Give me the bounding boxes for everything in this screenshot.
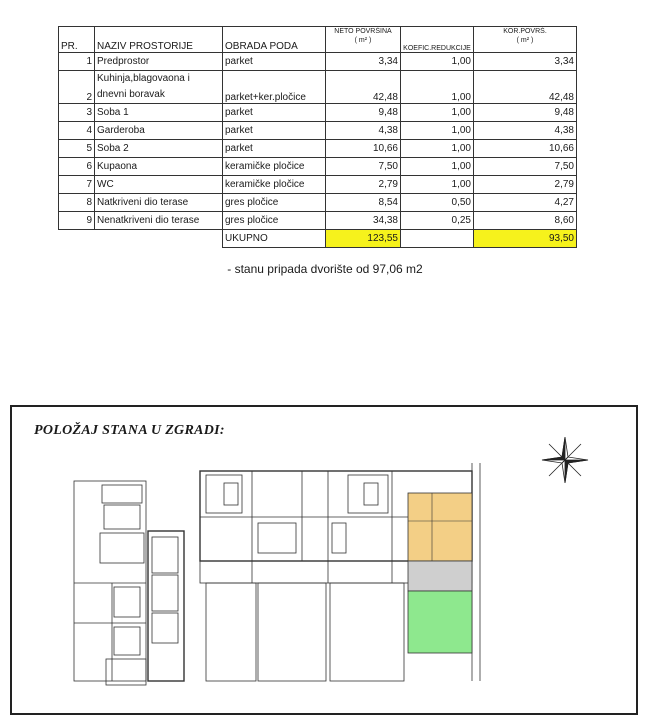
row-number: 2 [59,71,95,104]
room-name: Nenatkriveni dio terase [95,212,223,230]
header-floor-finish: OBRADA PODA [223,27,326,53]
reduction-coefficient: 0,50 [401,194,474,212]
header-coefficient: KOEFIC.REDUKCIJE [401,27,474,53]
corrected-area: 4,27 [474,194,577,212]
total-net-area: 123,55 [326,230,401,248]
floor-finish: parket+ker.pločice [223,71,326,104]
floor-finish: gres pločice [223,212,326,230]
total-corrected-area: 93,50 [474,230,577,248]
corrected-area: 9,48 [474,104,577,122]
header-corrected-area-line1: KOR.POVRŠ. [503,28,547,35]
table-row [59,140,577,158]
apartment-highlight [408,493,472,561]
yard-note: - stanu pripada dvorište od 97,06 m2 [227,262,423,276]
terrace-highlight [408,561,472,591]
total-label: UKUPNO [223,230,326,248]
net-area: 10,66 [326,140,401,158]
room-name: WC [95,176,223,194]
corrected-area: 4,38 [474,122,577,140]
table-row [59,104,577,122]
corrected-area: 7,50 [474,158,577,176]
header-corrected-area-line2: ( m² ) [516,37,534,44]
floor-finish: keramičke pločice [223,158,326,176]
corrected-area: 2,79 [474,176,577,194]
table-row [59,194,577,212]
table-total-row [59,230,577,248]
table-row [59,176,577,194]
row-number: 6 [59,158,95,176]
plan-title: POLOŽAJ STANA U ZGRADI: [34,423,225,438]
room-name: Natkriveni dio terase [95,194,223,212]
row-number: 4 [59,122,95,140]
floor-finish: parket [223,122,326,140]
reduction-coefficient: 1,00 [401,104,474,122]
reduction-coefficient: 1,00 [401,71,474,104]
net-area: 9,48 [326,104,401,122]
floor-finish: parket [223,53,326,71]
row-number: 3 [59,104,95,122]
corrected-area: 8,60 [474,212,577,230]
table-row [59,122,577,140]
room-name: Soba 1 [95,104,223,122]
floor-finish: parket [223,140,326,158]
room-name: Soba 2 [95,140,223,158]
table-header-row [59,27,577,53]
reduction-coefficient: 1,00 [401,140,474,158]
net-area: 7,50 [326,158,401,176]
reduction-coefficient: 1,00 [401,53,474,71]
corrected-area: 3,34 [474,53,577,71]
left-wing-outline [74,481,146,681]
net-area: 3,34 [326,53,401,71]
net-area: 42,48 [326,71,401,104]
table-row [59,71,577,104]
table-row [59,212,577,230]
compass-rose-icon [540,435,590,485]
header-net-area-line2: ( m² ) [354,37,372,44]
floor-finish: gres pločice [223,194,326,212]
header-corrected-area [474,27,577,53]
room-name: Garderoba [95,122,223,140]
header-pr: PR. [59,27,95,53]
reduction-coefficient: 1,00 [401,176,474,194]
room-name: Predprostor [95,53,223,71]
floor-finish: keramičke pločice [223,176,326,194]
room-area-table [58,26,577,248]
reduction-coefficient: 1,00 [401,158,474,176]
row-number: 9 [59,212,95,230]
yard-highlight [408,591,472,653]
row-number: 5 [59,140,95,158]
corrected-area: 42,48 [474,71,577,104]
reduction-coefficient: 0,25 [401,212,474,230]
row-number: 8 [59,194,95,212]
header-room-name: NAZIV PROSTORIJE [95,27,223,53]
header-net-area [326,27,401,53]
room-name: Kupaona [95,158,223,176]
row-number: 1 [59,53,95,71]
building-plan-frame [10,405,638,715]
header-net-area-line1: NETO POVRŠINA [334,28,392,35]
net-area: 8,54 [326,194,401,212]
net-area: 34,38 [326,212,401,230]
corrected-area: 10,66 [474,140,577,158]
reduction-coefficient: 1,00 [401,122,474,140]
room-name: Kuhinja,blagovaona i dnevni boravak [95,71,223,104]
row-number: 7 [59,176,95,194]
building-floor-plan [52,463,492,695]
table-row [59,158,577,176]
net-area: 2,79 [326,176,401,194]
net-area: 4,38 [326,122,401,140]
floor-finish: parket [223,104,326,122]
table-row [59,53,577,71]
